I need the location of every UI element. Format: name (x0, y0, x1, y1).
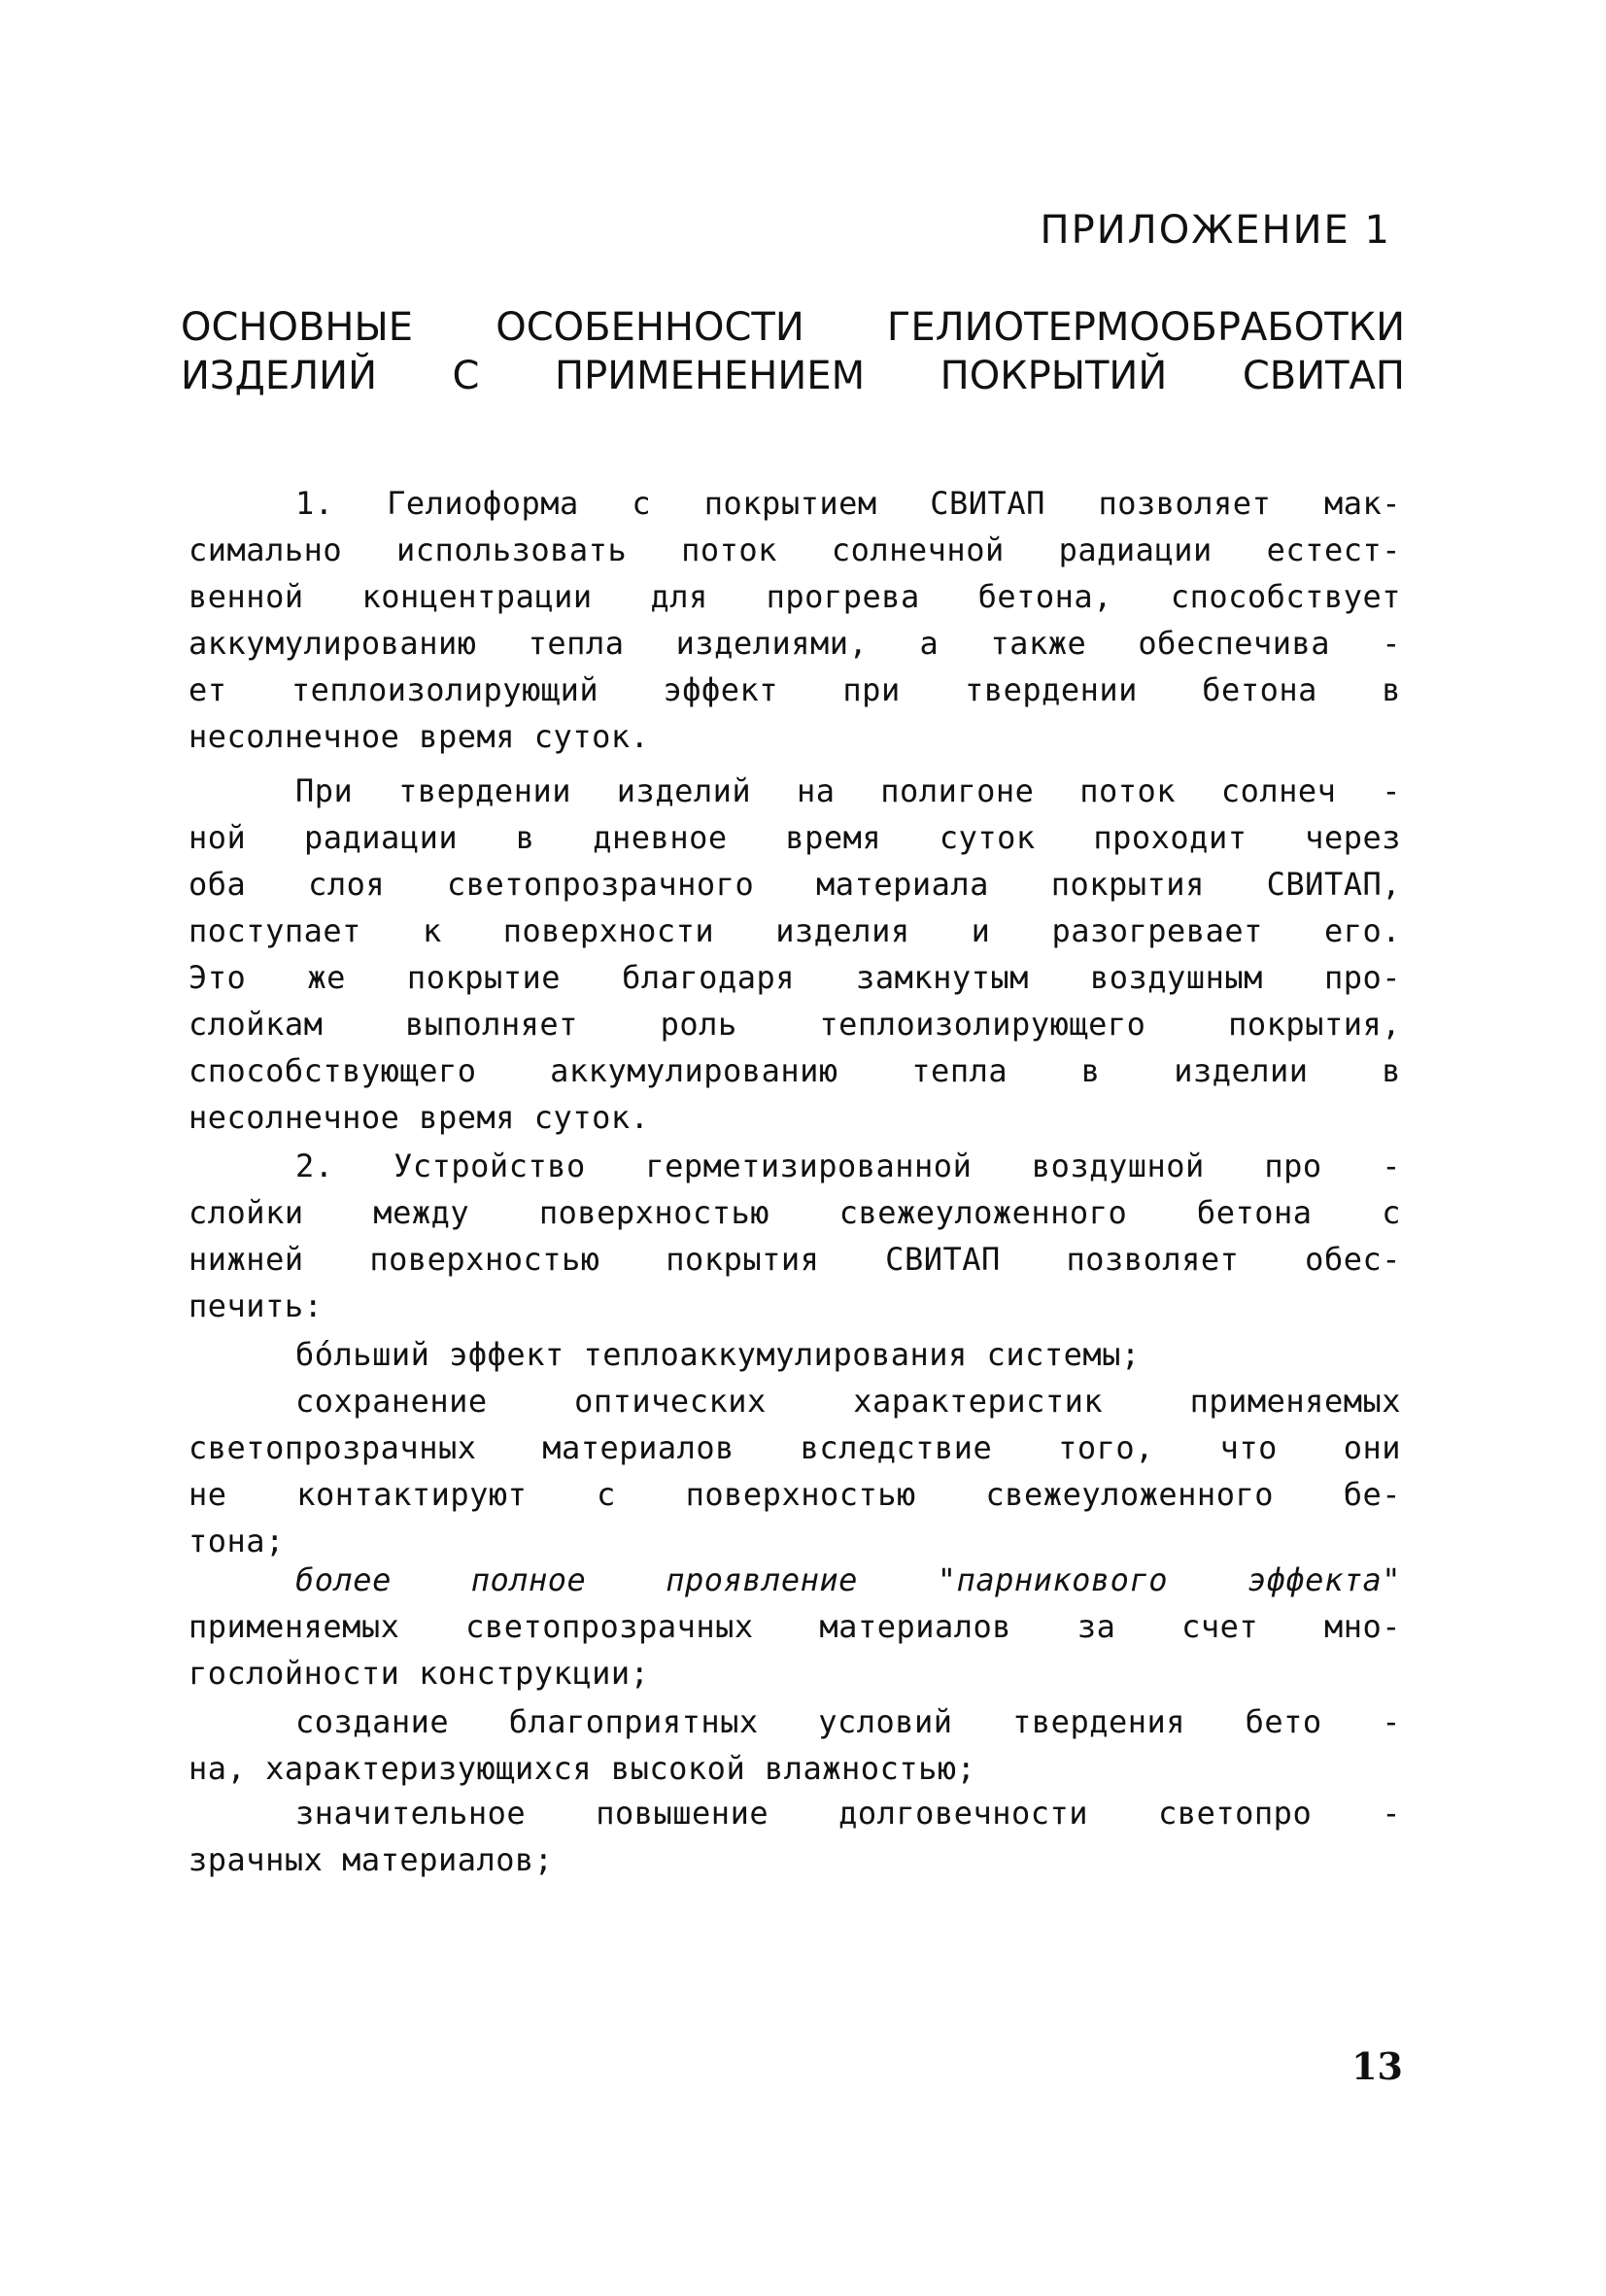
text-line: несолнечное время суток. (188, 718, 650, 755)
text-line: ет теплоизолирующий эффект при твердении бетона в (188, 671, 1401, 708)
list-item-1 (188, 1331, 1401, 1378)
text-line: применяемых светопрозрачных материалов за счет мно- (188, 1608, 1401, 1645)
text-line: При твердении изделий на полигоне поток солнеч - (295, 772, 1401, 809)
text-line: зрачных материалов; (188, 1841, 554, 1878)
text-line: венной концентрации для прогрева бетона, способствует (188, 578, 1401, 615)
text-line: более полное проявление "парникового эффекта" (295, 1561, 1401, 1598)
appendix-label: ПРИЛОЖЕНИЕ 1 (1040, 208, 1391, 253)
text-line: симально использовать поток солнечной радиации естест- (188, 531, 1401, 568)
text-line: бо́льший эффект теплоаккумулирования системы; (295, 1336, 1141, 1373)
text-line: печить: (188, 1287, 324, 1324)
text-line: аккумулированию тепла изделиями, а также обеспечива - (188, 625, 1401, 662)
text-line: сохранение оптических характеристик применяемых (295, 1383, 1401, 1420)
text-line: на, характеризующихся высокой влажностью; (188, 1750, 976, 1787)
paragraph-1 (188, 480, 1401, 760)
text-line: оба слоя светопрозрачного материала покрытия СВИТАП, (188, 866, 1401, 903)
title-line: ОСНОВНЫЕ ОСОБЕННОСТИ ГЕЛИОТЕРМООБРАБОТКИ (181, 305, 1405, 350)
list-item-2 (188, 1378, 1401, 1564)
text-line: способствующего аккумулированию тепла в изделии в (188, 1052, 1401, 1089)
text-line: слойкам выполняет роль теплоизолирующего покрытия, (188, 1006, 1401, 1043)
document-title (181, 303, 1405, 400)
text-line: несолнечное время суток. (188, 1099, 650, 1136)
paragraph-3 (188, 1143, 1401, 1329)
text-line: слойки между поверхностью свежеуложенного бетона с (188, 1194, 1401, 1231)
text-line: создание благоприятных условий твердения бето - (295, 1703, 1401, 1740)
text-line: ной радиации в дневное время суток проходит через (188, 819, 1401, 856)
list-item-5 (188, 1790, 1401, 1883)
text-line: светопрозрачных материалов вследствие того, что они (188, 1429, 1401, 1466)
text-line: 2. Устройство герметизированной воздушной про - (295, 1148, 1401, 1184)
text-line: гослойности конструкции; (188, 1655, 650, 1692)
text-line: тона; (188, 1523, 285, 1559)
page-number: 13 (1351, 2044, 1403, 2088)
text-line: Это же покрытие благодаря замкнутым воздушным про- (188, 959, 1401, 996)
text-line: значительное повышение долговечности светопро - (295, 1795, 1401, 1832)
text-line: поступает к поверхности изделия и разогревает его. (188, 912, 1401, 949)
text-line: 1. Гелиоформа с покрытием СВИТАП позволяет мак- (295, 485, 1401, 522)
text-line: не контактируют с поверхностью свежеуложенного бе- (188, 1476, 1401, 1513)
list-item-3 (188, 1557, 1401, 1696)
text-line: нижней поверхностью покрытия СВИТАП позволяет обес- (188, 1241, 1401, 1278)
list-item-4 (188, 1698, 1401, 1792)
paragraph-2 (188, 768, 1401, 1141)
title-line: ИЗДЕЛИЙ С ПРИМЕНЕНИЕМ ПОКРЫТИЙ СВИТАП (181, 354, 1405, 398)
